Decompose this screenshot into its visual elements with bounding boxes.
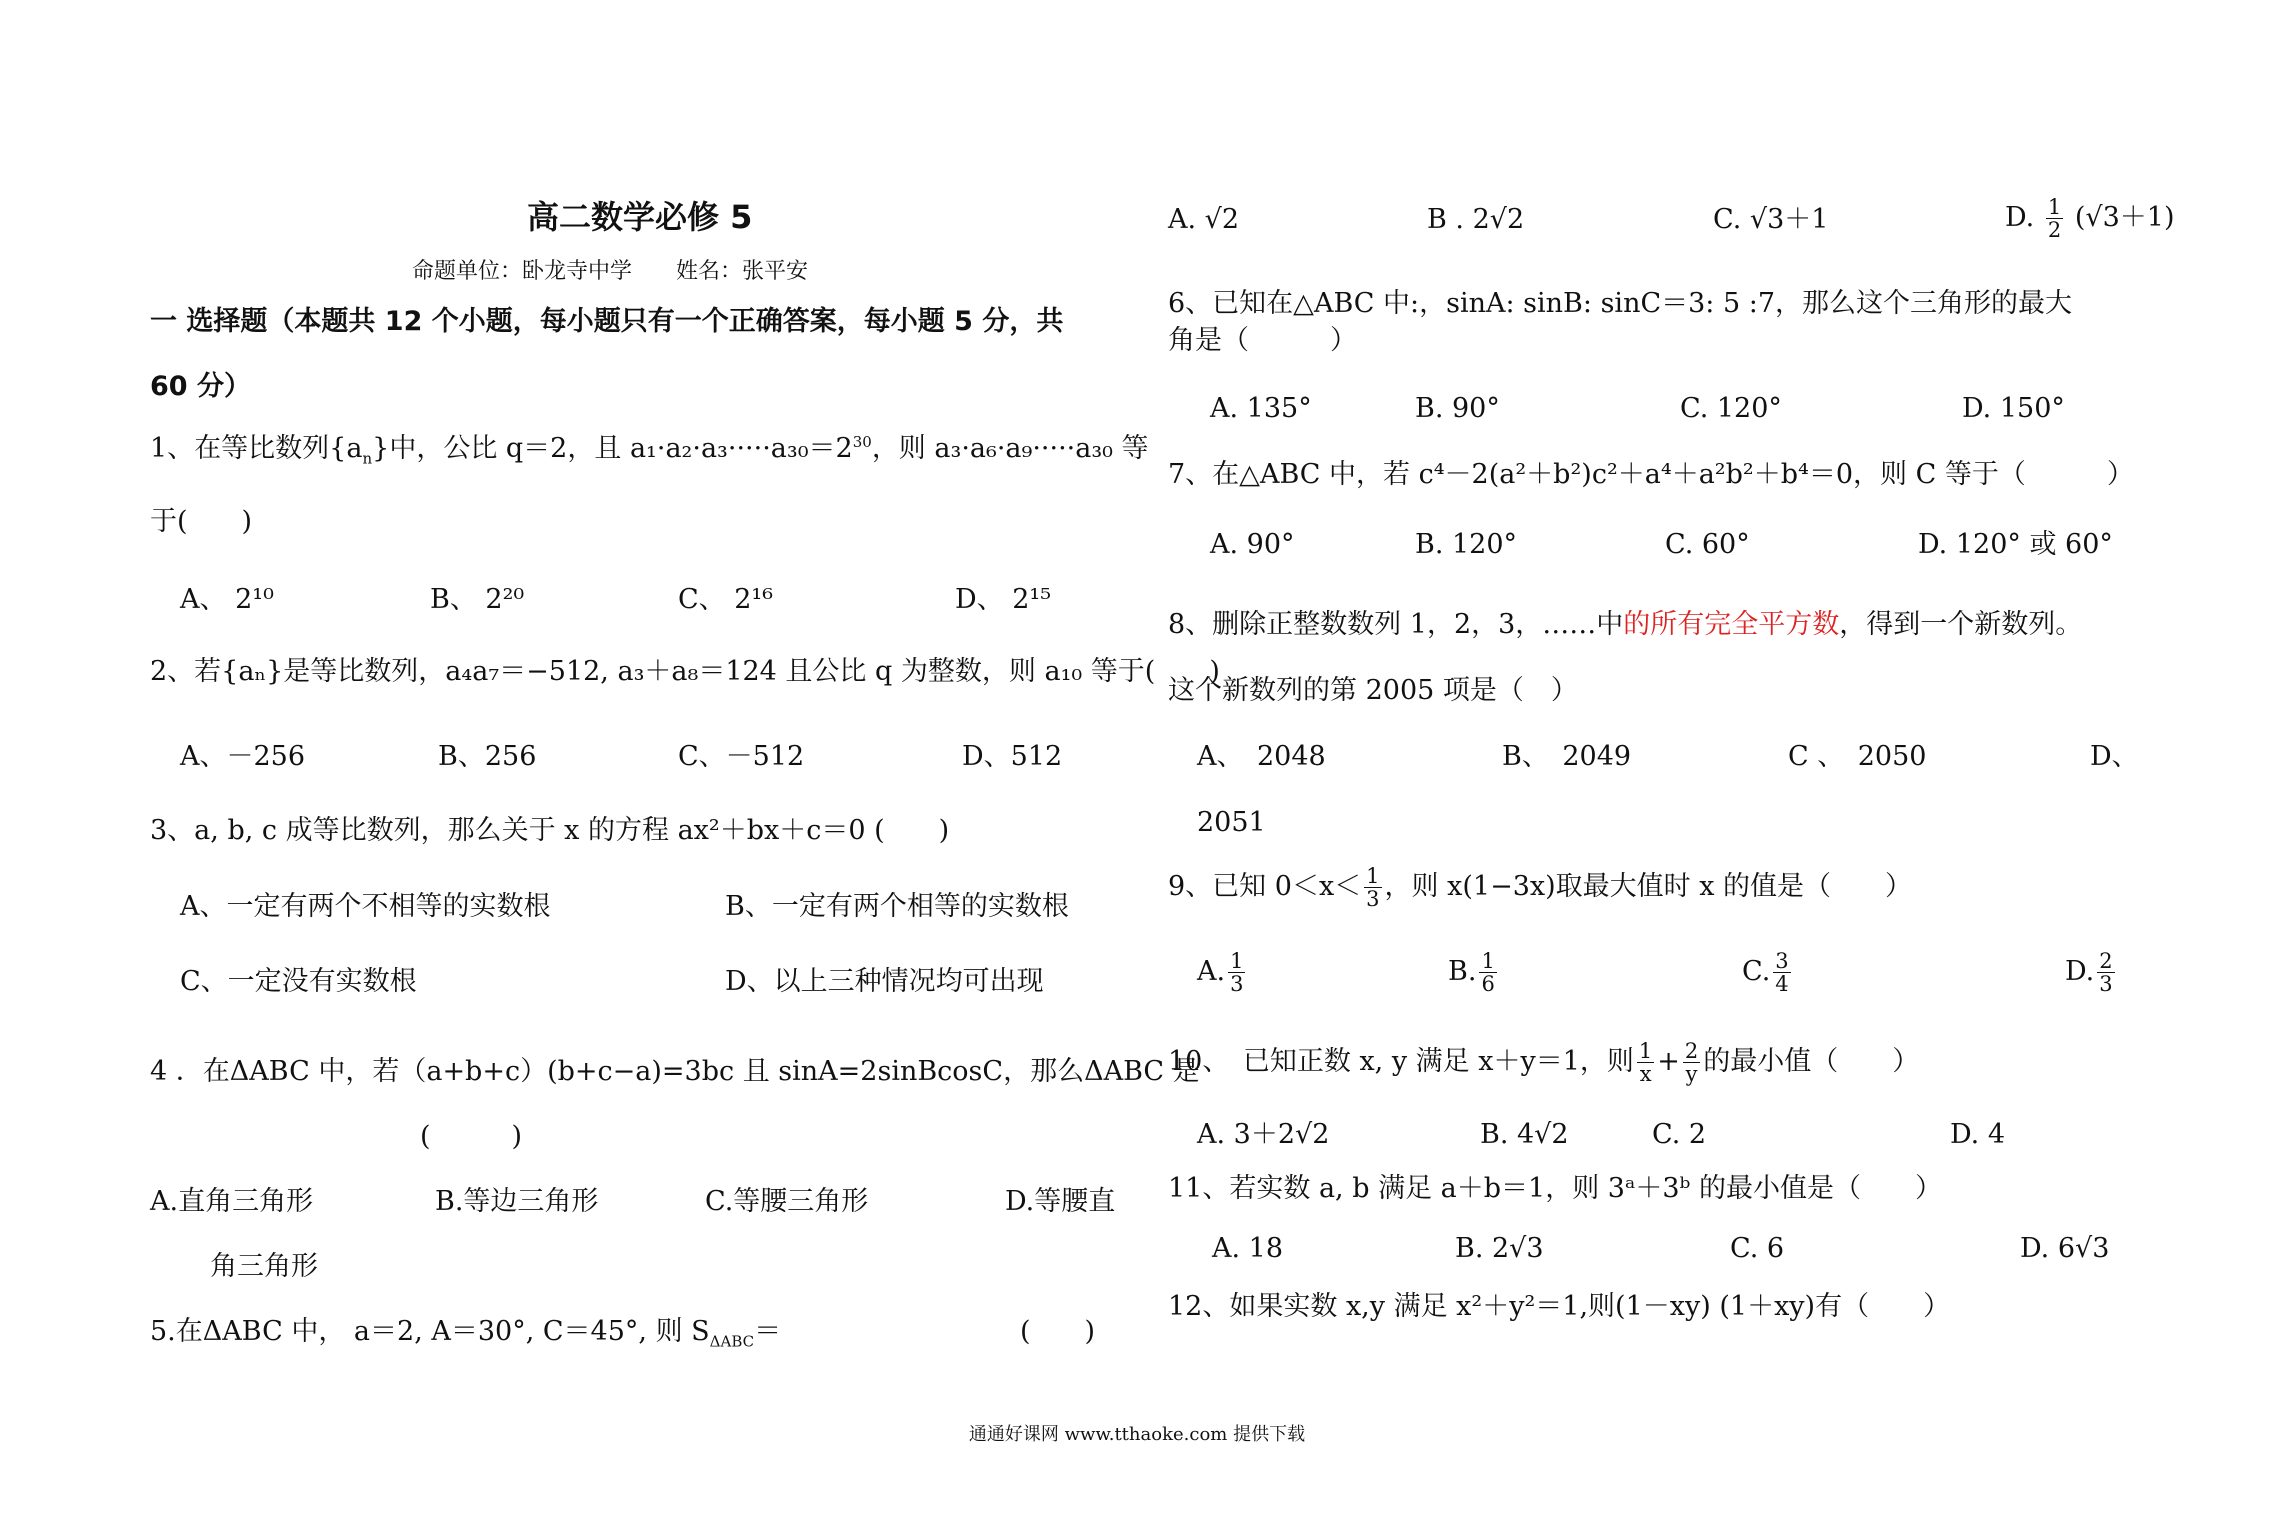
q11-option-d[interactable]: D. 6√3 xyxy=(2020,1233,2110,1264)
q8-highlight: 的所有完全平方数 xyxy=(1623,609,1840,640)
q4-option-a[interactable]: A.直角三角形 xyxy=(150,1186,314,1217)
q10-plus: + xyxy=(1657,1046,1680,1077)
q2-option-d[interactable]: D、512 xyxy=(962,741,1063,772)
q7-option-a[interactable]: A. 90° xyxy=(1210,529,1295,560)
q9-option-d[interactable]: D. $\frac{2}{3}$ xyxy=(2065,949,2113,996)
q3-option-c[interactable]: C、一定没有实数根 xyxy=(180,966,417,997)
q1-option-b[interactable]: B、 2²⁰ xyxy=(430,584,525,615)
question-11: 11、若实数 a, b 满足 a＋b＝1，则 3ᵃ＋3ᵇ 的最小值是（ ） xyxy=(1168,1173,1942,1204)
q1-prefix: 1、在等比数列{a xyxy=(150,433,363,464)
q5-option-a[interactable]: A. √2 xyxy=(1168,204,1240,235)
q7-option-c[interactable]: C. 60° xyxy=(1665,529,1750,560)
q11-option-a[interactable]: A. 18 xyxy=(1212,1233,1284,1264)
q5-option-d-label: D. xyxy=(2005,202,2035,233)
q5-paren: ( ) xyxy=(1020,1316,1096,1347)
q11-option-c[interactable]: C. 6 xyxy=(1730,1233,1785,1264)
q4-option-b[interactable]: B.等边三角形 xyxy=(435,1186,599,1217)
question-3: 3、a, b, c 成等比数列，那么关于 x 的方程 ax²＋bx＋c＝0 ( ) xyxy=(150,815,950,846)
question-5 xyxy=(150,1315,781,1358)
question-7: 7、在△ABC 中，若 c⁴－2(a²＋b²)c²＋a⁴＋a²b²＋b⁴＝0，则 C 等于（ ） xyxy=(1168,459,2134,490)
q10-option-a[interactable]: A. 3＋2√2 xyxy=(1197,1119,1330,1150)
section-heading: 一 选择题（本题共 12 个小题，每小题只有一个正确答案，每小题 5 分，共 xyxy=(150,306,1064,337)
page-footer: 通通好课网 www.tthaoke.com 提供下载 xyxy=(968,1424,1306,1445)
question-9 xyxy=(1168,865,1912,910)
q9-pre: 9、已知 0＜x＜ xyxy=(1168,871,1362,902)
q8-option-d[interactable]: D、 xyxy=(2090,741,2139,772)
q2-option-b[interactable]: B、256 xyxy=(438,741,537,772)
q5-text: 5.在ΔABC 中， a＝2, A＝30°, C＝45°, 则 S xyxy=(150,1316,710,1347)
q8-option-d-wrap: 2051 xyxy=(1197,807,1266,838)
q1-exp: 30 xyxy=(852,433,872,451)
section-heading-wrap: 60 分） xyxy=(150,371,251,402)
q10-post: 的最小值（ ） xyxy=(1703,1046,1920,1077)
q1-option-d[interactable]: D、 2¹⁵ xyxy=(955,584,1052,615)
question-4-paren: ( ) xyxy=(420,1121,523,1152)
q5-option-b[interactable]: B . 2√2 xyxy=(1427,204,1525,235)
question-6: 6、已知在△ABC 中:，sinA: sinB: sinC＝3: 5 :7，那么这个三角形的最大 xyxy=(1168,288,2073,319)
q10-fraction-2: $\frac{2}{y}$ xyxy=(1684,1039,1699,1086)
q9-option-c[interactable]: C. $\frac{3}{4}$ xyxy=(1742,949,1789,996)
q4-option-c[interactable]: C.等腰三角形 xyxy=(705,1186,869,1217)
q5-option-c[interactable]: C. √3＋1 xyxy=(1713,204,1829,235)
q1-option-a[interactable]: A、 2¹⁰ xyxy=(180,584,274,615)
q2-option-c[interactable]: C、－512 xyxy=(678,741,805,772)
q8-option-c[interactable]: C 、 2050 xyxy=(1788,741,1927,772)
q9-fraction: $\frac{1}{3}$ xyxy=(1366,864,1380,911)
q10-option-b[interactable]: B. 4√2 xyxy=(1480,1119,1569,1150)
q10-option-d[interactable]: D. 4 xyxy=(1950,1119,2006,1150)
q3-option-a[interactable]: A、一定有两个不相等的实数根 xyxy=(180,891,551,922)
q2-option-a[interactable]: A、－256 xyxy=(180,741,306,772)
q3-option-d[interactable]: D、以上三种情况均可出现 xyxy=(725,966,1044,997)
question-4: 4 ．在ΔABC 中，若（a+b+c）(b+c−a)=3bc 且 sinA=2sinBcosC，那么ΔABC 是 xyxy=(150,1056,1200,1087)
question-6-wrap: 角是（ ） xyxy=(1168,325,1357,356)
q5-tail: ＝ xyxy=(754,1316,782,1347)
q7-option-b[interactable]: B. 120° xyxy=(1415,529,1518,560)
question-8-wrap: 这个新数列的第 2005 项是（ ） xyxy=(1168,675,1578,706)
q10-option-c[interactable]: C. 2 xyxy=(1652,1119,1707,1150)
q8-option-b[interactable]: B、 2049 xyxy=(1502,741,1632,772)
q1-mid1: }中，公比 q＝2，且 a₁·a₂·a₃·····a₃₀＝2 xyxy=(372,433,853,464)
q5-option-d-tail: (√3＋1) xyxy=(2074,202,2175,233)
q4-option-d-wrap: 角三角形 xyxy=(210,1251,318,1282)
q8-option-a[interactable]: A、 2048 xyxy=(1197,741,1326,772)
q6-option-b[interactable]: B. 90° xyxy=(1415,393,1500,424)
q1-option-c[interactable]: C、 2¹⁶ xyxy=(678,584,774,615)
q10-fraction-1: $\frac{1}{x}$ xyxy=(1638,1039,1653,1086)
q6-option-d[interactable]: D. 150° xyxy=(1962,393,2065,424)
q6-option-c[interactable]: C. 120° xyxy=(1680,393,1782,424)
page-title: 高二数学必修 5 xyxy=(527,198,753,236)
question-1: 1、在等比数列$\{a_n\}$中，公比 q＝2，且 $a_1\cdot a_2\cdot a_3\cdot\cdot\cdot\cdot\cdot a_{30}=2^{30}$，则 a₃·a₆·a₉·····a₃₀ 等 xyxy=(150,433,1149,468)
q10-pre: 10、 已知正数 x, y 满足 x＋y＝1，则 xyxy=(1168,1046,1634,1077)
q8-pre: 8、删除正整数数列 1，2，3，……中 xyxy=(1168,609,1624,640)
q11-option-b[interactable]: B. 2√3 xyxy=(1455,1233,1544,1264)
question-2: 2、若{aₙ}是等比数列，a₄a₇＝−512, a₃＋a₈＝124 且公比 q 为整数，则 a₁₀ 等于( ) xyxy=(150,656,1220,687)
question-12: 12、如果实数 x,y 满足 x²＋y²＝1,则(1－xy) (1＋xy)有（ ） xyxy=(1168,1291,1951,1322)
page-subtitle: 命题单位：卧龙寺中学 姓名：张平安 xyxy=(412,259,809,284)
question-10 xyxy=(1168,1040,1919,1085)
q5-option-d-fraction: $\frac{1}{2}$ xyxy=(2047,195,2062,242)
q6-option-a[interactable]: A. 135° xyxy=(1210,393,1312,424)
q5-sub: ΔABC xyxy=(709,1332,755,1351)
q5-option-d[interactable] xyxy=(2005,196,2174,241)
q8-post: ，得到一个新数列。 xyxy=(1839,609,2083,640)
q1-mid2: ，则 a₃·a₆·a₉·····a₃₀ 等 xyxy=(871,433,1149,464)
question-1-wrap: 于( ) xyxy=(150,506,253,537)
q9-option-a[interactable]: A. $\frac{1}{3}$ xyxy=(1197,949,1244,996)
q9-option-b[interactable]: B. $\frac{1}{6}$ xyxy=(1448,949,1495,996)
question-8 xyxy=(1168,608,2082,642)
q3-option-b[interactable]: B、一定有两个相等的实数根 xyxy=(725,891,1069,922)
q4-option-d[interactable]: D.等腰直 xyxy=(1005,1186,1116,1217)
q7-option-d[interactable]: D. 120° 或 60° xyxy=(1918,529,2113,560)
q9-post: ，则 x(1−3x)取最大值时 x 的值是（ ） xyxy=(1384,871,1913,902)
